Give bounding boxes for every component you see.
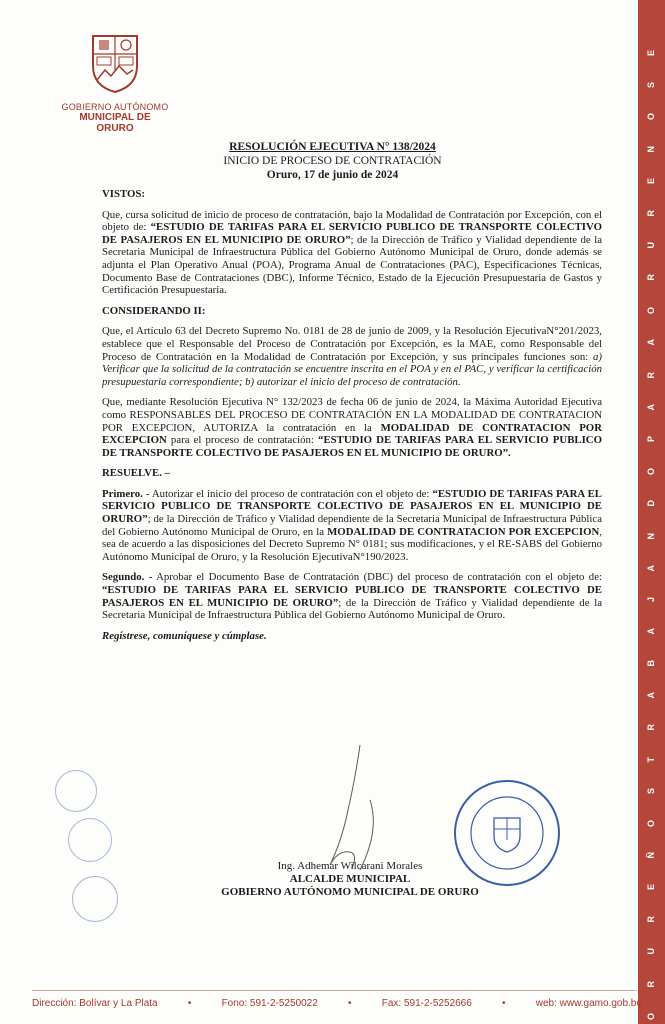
object-title: “ESTUDIO DE TARIFAS PARA EL SERVICIO PUBLICO DE TRANSPORTE COLECTIVO DE PASAJEROS EN EL MUNICIPIO DE ORURO” [102, 221, 602, 246]
text-span: ; de la Dirección de Tráfico y Vialidad dependiente de la Secretaria Municipal de Infraestructura Pública del Gobierno Autónomo Municipal de Oruro, en la [102, 513, 602, 538]
footer-web[interactable]: web: www.gamo.gob.bo [535, 998, 642, 1009]
text-span: Autorizar el inicio del proceso de contratación con el objeto de: [149, 487, 433, 500]
text-span: para el proceso de contratación: [166, 434, 319, 447]
side-banner-text [638, 50, 665, 1020]
initials-stamp-2 [68, 818, 112, 862]
side-banner-letter: O [646, 306, 656, 314]
side-banner-letter: T [646, 756, 656, 763]
document-body [102, 188, 602, 642]
closing-formula: Regístrese, comuníquese y cúmplase. [102, 629, 267, 642]
side-banner-letter: A [646, 403, 656, 411]
vistos-title: VISTOS: [102, 188, 146, 200]
side-banner-letter: O [646, 113, 656, 121]
side-banner-letter: J [646, 597, 656, 603]
text-span: Aprobar el Documento Base de Contratación (DBC) del proceso de contratación con el objeto de: [152, 571, 602, 584]
side-banner-letter: O [646, 819, 656, 827]
separator-dot: • [347, 998, 352, 1009]
side-banner-letter: R [646, 371, 656, 379]
municipal-logo [60, 30, 170, 134]
initials-stamp-1 [55, 770, 97, 812]
logo-text-line2: MUNICIPAL DE ORURO [79, 112, 151, 134]
object-title: “ESTUDIO DE TARIFAS PARA EL SERVICIO PUBLICO DE TRANSPORTE COLECTIVO DE PASAJEROS EN EL MUNICIPIO DE ORURO” [102, 584, 602, 609]
side-banner-letter: S [646, 787, 656, 794]
resuelve-title: RESUELVE. – [102, 467, 171, 480]
resolution-subtitle: INICIO DE PROCESO DE CONTRATACIÓN [223, 155, 442, 167]
side-banner-letter: E [646, 50, 656, 57]
side-banner-letter: D [646, 500, 656, 507]
handwritten-signature [300, 740, 420, 880]
article-label: Primero. - [102, 487, 150, 500]
resolution-date: Oruro, 17 de junio de 2024 [266, 169, 399, 181]
separator-dot: • [187, 998, 192, 1009]
signatory-entity: GOBIERNO AUTÓNOMO MUNICIPAL DE ORURO [221, 886, 479, 898]
footer-address: Dirección: Bolívar y La Plata [32, 998, 158, 1009]
logo-text-line1: GOBIERNO AUTÓNOMO [61, 102, 169, 112]
side-banner-letter: R [646, 980, 656, 988]
side-banner-letter: A [646, 564, 656, 572]
footer-divider [32, 990, 637, 991]
side-banner-letter: S [646, 81, 656, 88]
side-banner-letter: O [646, 467, 656, 475]
side-banner-letter: B [646, 659, 656, 667]
text-span: ; de la Dirección de Tráfico y Vialidad dependiente de la Secretaria Municipal de Infraestructura Pública del Gobierno Autónomo Municipal de Oruro, donde además se adjunta el Plan Operativo Anual (POA), Programa Anual de Contrataciones (PAC), Especificaciones Técnicas, Documento Base de Contrataciones (DBC), Informe Técnico, Estado de la Ejecución Presupuestaria de Gastos y Certificación Presupuestaria. [102, 233, 602, 297]
side-banner-letter: N [646, 532, 656, 540]
footer [32, 998, 642, 1009]
side-banner-letter: P [646, 436, 656, 443]
signature-block [200, 860, 500, 899]
side-banner-letter: R [646, 274, 656, 281]
side-banner-letter: A [646, 692, 656, 699]
side-banner-letter: Ñ [646, 852, 656, 859]
initials-stamp-3 [72, 876, 118, 922]
modality-text: MODALIDAD DE CONTRATACION POR EXCEPCION [327, 525, 600, 538]
modality-text: MODALIDAD DE CONTRATACION POR EXCEPCION [102, 421, 602, 447]
side-banner-letter: E [646, 884, 656, 891]
side-banner-letter: E [646, 178, 656, 185]
text-span: Que, cursa solicitud de inicio de proceso de contratación, bajo la Modalidad de Contratación por Excepción, con el objeto de: [102, 208, 602, 234]
signatory-name: Ing. Adhemar Wilcarani Morales [277, 860, 423, 872]
signatory-role: ALCALDE MUNICIPAL [289, 873, 411, 885]
resolution-title: RESOLUCIÓN EJECUTIVA N° 138/2024 [229, 141, 436, 153]
side-banner-letter: A [646, 339, 656, 346]
article-label: Segundo. - [102, 571, 153, 584]
side-banner-letter: O [646, 1012, 656, 1020]
side-banner-letter: A [646, 627, 656, 635]
considerando-paragraph-2 [102, 396, 602, 459]
footer-fax: Fax: 591-2-5252666 [381, 998, 472, 1009]
side-banner-letter: U [646, 242, 656, 249]
resuelve-primero [102, 488, 602, 564]
resuelve-segundo [102, 571, 602, 621]
coat-of-arms-icon [85, 30, 145, 95]
text-span: Que, el Artículo 63 del Decreto Supremo No. 0181 de 28 de junio de 2009, y la Resolución EjecutivaN°201/2023, establece que el Responsable del Proceso de Contratación por Excepción, es la MAE, como Responsable del Proceso de Contratación en la Modalidad de Contratación por Excepción, y sus principales funciones son: [102, 325, 602, 363]
separator-dot: • [502, 998, 506, 1009]
text-span: ; de la Dirección de Tráfico y Vialidad dependiente de la Secretaria Municipal de Infraestructura Pública del Gobierno Autónomo Municipal de Oruro. [102, 596, 602, 622]
considerando-paragraph-1 [102, 325, 602, 388]
considerando-title: CONSIDERANDO II: [102, 304, 206, 317]
side-banner-letter: N [646, 146, 656, 153]
document-header [0, 140, 665, 185]
functions-text: a) Verificar que la solicitud de la contratación se encuentre inscrita en el POA y en el PAC, y verificar la certificación presupuestaria correspondiente; b) autorizar el inicio del proceso de contratación. [102, 350, 602, 388]
object-title: “ESTUDIO DE TARIFAS PARA EL SERVICIO PUBLICO DE TRANSPORTE COLECTIVO DE PASAJEROS EN EL MUNICIPIO DE ORURO” [102, 487, 603, 526]
vistos-paragraph [102, 209, 602, 297]
side-banner-letter: R [646, 724, 656, 731]
text-span: , sea de acuerdo a las disposiciones del Decreto Supremo N° 0181; sus modificaciones, y el RE-SABS del Gobierno Autónomo Municipal de Oruro, y la Resolución EjecutivaN°190/2023. [102, 525, 602, 563]
side-banner-letter: U [646, 948, 656, 955]
text-span: Que, mediante Resolución Ejecutiva N° 132/2023 de fecha 06 de junio de 2024, la Máxima Autoridad Ejecutiva como RESPONSABLES DEL PROCESO DE CONTRATACIÓN EN LA MODALIDAD DE CONTRATACION POR EXCEPCION, AUTORIZA la contratación en la [102, 396, 602, 434]
footer-phone: Fono: 591-2-5250022 [221, 998, 318, 1009]
side-banner-letter: R [646, 916, 656, 923]
side-banner-letter: R [646, 210, 656, 217]
object-title: “ESTUDIO DE TARIFAS PARA EL SERVICIO PUBLICO DE TRANSPORTE COLECTIVO DE PASAJEROS EN EL MUNICIPIO DE ORURO”. [102, 434, 602, 459]
